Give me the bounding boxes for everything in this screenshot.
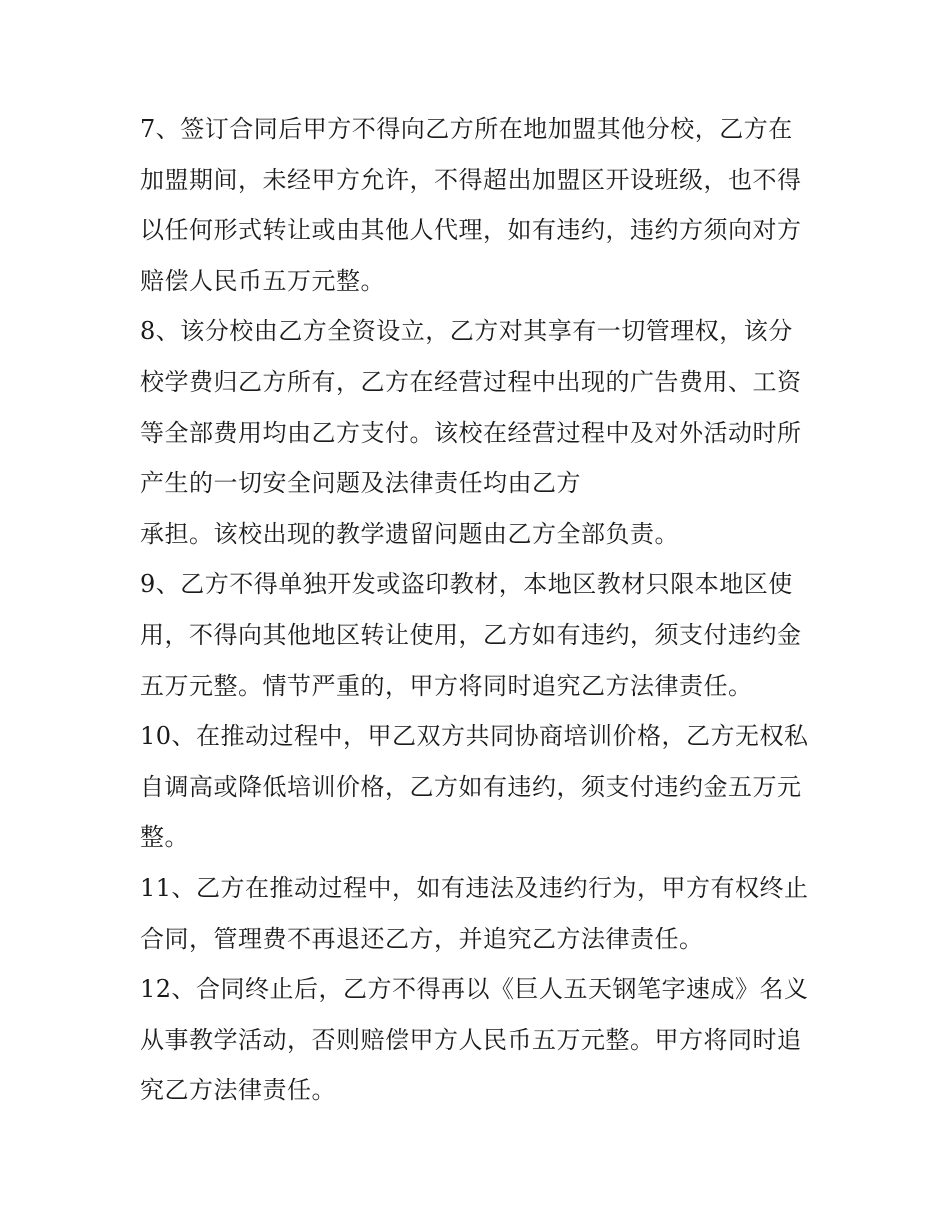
clause-11-line-2: 合同，管理费不再退还乙方，并追究乙方法律责任。 — [140, 924, 704, 953]
clause-8-line-4: 产生的一切安全问题及法律责任均由乙方 — [140, 469, 581, 498]
clause-11 — [140, 863, 815, 964]
clause-8-line-5: 承担。该校出现的教学遗留问题由乙方全部负责。 — [140, 519, 679, 548]
clause-10-line-2: 自调高或降低培训价格，乙方如有违约，须支付违约金五万元 — [140, 772, 802, 801]
clause-8 — [140, 306, 815, 559]
clause-7 — [140, 104, 815, 306]
clause-7-line-4: 赔偿人民币五万元整。 — [140, 266, 385, 295]
clause-9-line-2: 用，不得向其他地区转让使用，乙方如有违约，须支付违约金 — [140, 620, 802, 649]
clause-9 — [140, 559, 815, 711]
clause-9-line-1: 9、乙方不得单独开发或盗印教材，本地区教材只限本地区使 — [140, 570, 793, 599]
clause-7-line-3: 以任何形式转让或由其他人代理，如有违约，违约方须向对方 — [140, 216, 802, 245]
clause-12-line-1: 12、合同终止后，乙方不得再以《巨人五天钢笔字速成》名义 — [140, 975, 809, 1004]
document-page — [140, 104, 815, 1116]
clause-10-line-3: 整。 — [140, 823, 189, 852]
clause-8-line-2: 校学费归乙方所有，乙方在经营过程中出现的广告费用、工资 — [140, 367, 802, 396]
clause-12-line-2: 从事教学活动，否则赔偿甲方人民币五万元整。甲方将同时追 — [140, 1025, 802, 1054]
clause-7-line-1: 7、签订合同后甲方不得向乙方所在地加盟其他分校，乙方在 — [140, 115, 793, 143]
clause-8-line-3: 等全部费用均由乙方支付。该校在经营过程中及对外活动时所 — [140, 418, 802, 447]
clause-11-line-1: 11、乙方在推动过程中，如有违法及违约行为，甲方有权终止 — [140, 873, 809, 902]
clause-12 — [140, 964, 815, 1116]
clause-7-line-2: 加盟期间，未经甲方允许，不得超出加盟区开设班级，也不得 — [140, 165, 802, 194]
clause-10 — [140, 711, 815, 863]
clause-8-line-1: 8、该分校由乙方全资设立，乙方对其享有一切管理权，该分 — [140, 317, 793, 346]
clause-12-line-3: 究乙方法律责任。 — [140, 1076, 336, 1105]
clause-9-line-3: 五万元整。情节严重的，甲方将同时追究乙方法律责任。 — [140, 671, 753, 700]
clause-10-line-1: 10、在推动过程中，甲乙双方共同协商培训价格，乙方无权私 — [140, 722, 809, 751]
